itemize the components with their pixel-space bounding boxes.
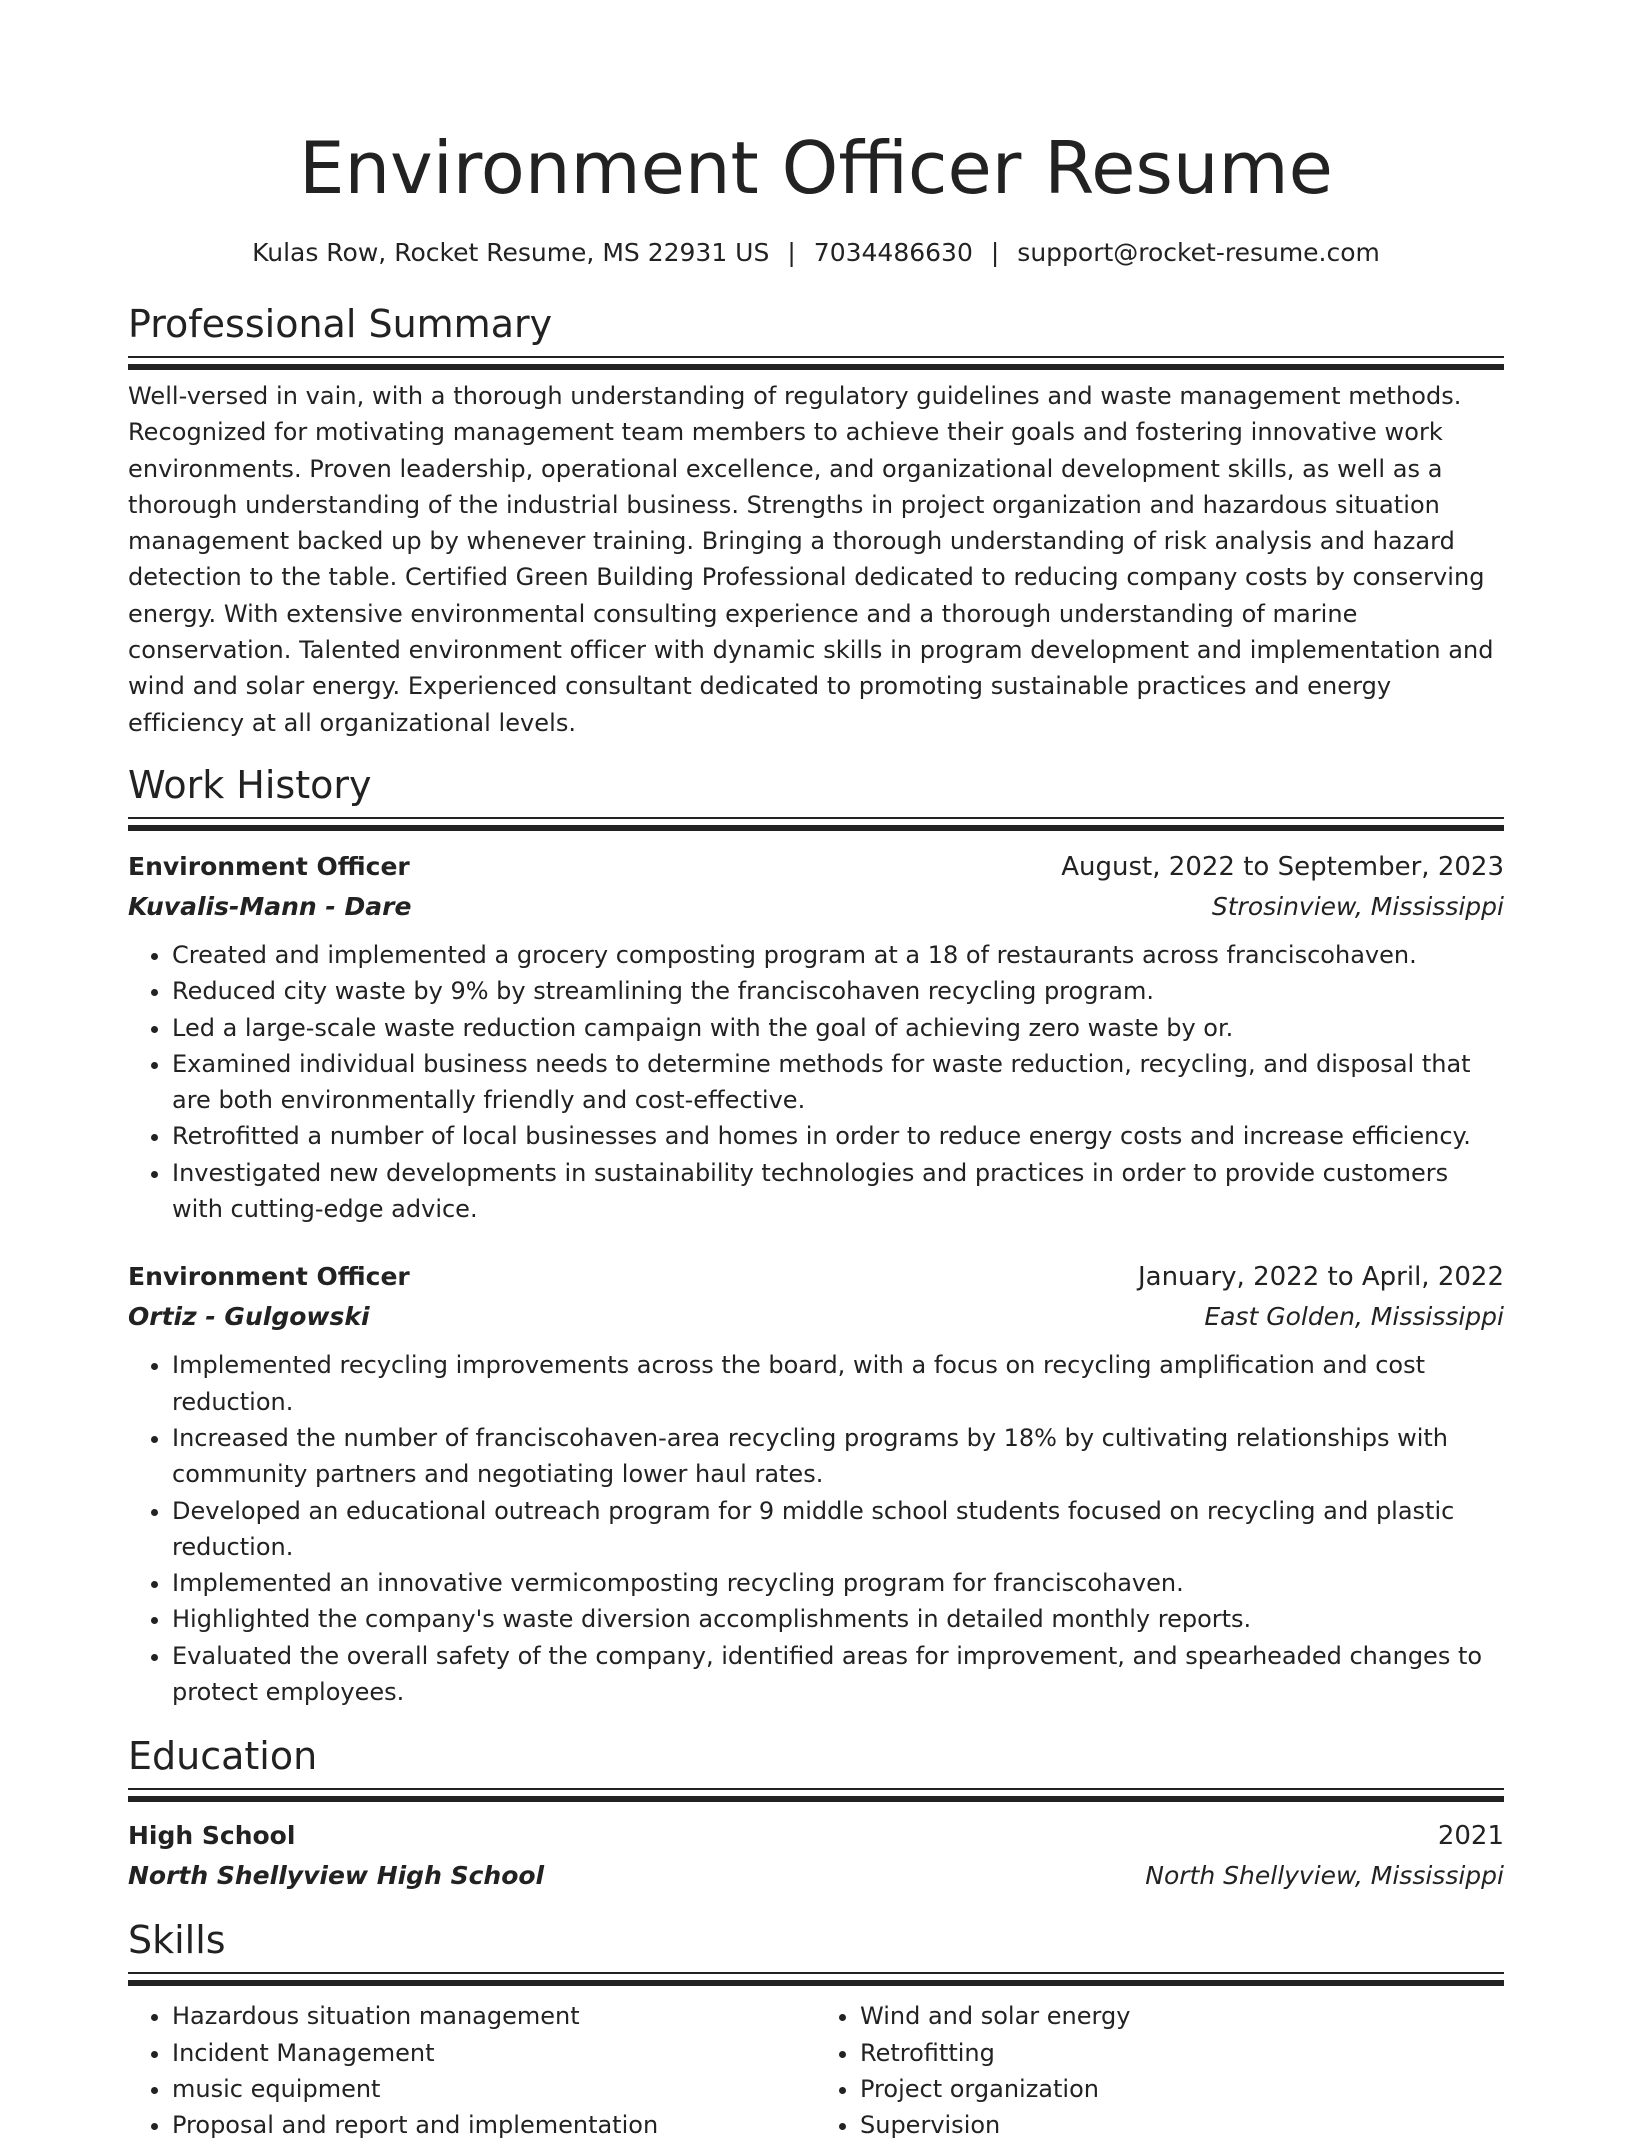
- section-divider: [128, 1788, 1504, 1804]
- contact-phone: 7034486630: [813, 238, 973, 267]
- job-bullet: • Evaluated the overall safety of the company, identified areas for improvement, and spearheaded changes to protect employees.: [172, 1638, 1504, 1711]
- work-section: [128, 761, 1504, 1710]
- skill-item: • Wind and solar energy: [860, 1998, 1504, 2034]
- education-location: North Shellyview, Mississippi: [1145, 1861, 1504, 1891]
- job-entry: [128, 1257, 1504, 1710]
- job-title: Environment Officer: [128, 851, 410, 881]
- skill-item: • Hazardous situation management: [172, 1998, 816, 2034]
- job-bullet: • Examined individual business needs to determine methods for waste reduction, recycling, and disposal that are both environmentally friendly and cost-effective.: [172, 1046, 1504, 1119]
- skill-item: • Proposal and report and implementation: [172, 2107, 816, 2143]
- skills-grid: [128, 1988, 1504, 2143]
- section-heading-summary: Professional Summary: [128, 302, 553, 346]
- job-bullet: • Investigated new developments in sustainability technologies and practices in order to provide customers with cutting-edge advice.: [172, 1155, 1504, 1228]
- education-school: North Shellyview High School: [128, 1861, 545, 1891]
- education-header: [128, 1816, 1504, 1856]
- education-subheader: [128, 1856, 1504, 1896]
- job-bullet: • Retrofitted a number of local businesses and homes in order to reduce energy costs and increase efficiency.: [172, 1118, 1504, 1154]
- skills-section: [128, 1916, 1504, 2143]
- job-header: [128, 847, 1504, 887]
- contact-line: [128, 236, 1504, 270]
- education-entry: [128, 1816, 1504, 1896]
- job-bullet: • Led a large-scale waste reduction campaign with the goal of achieving zero waste by or.: [172, 1010, 1504, 1046]
- skills-column-right: [816, 1998, 1504, 2143]
- skill-item: • Supervision: [860, 2107, 1504, 2143]
- job-subheader: [128, 1297, 1504, 1337]
- resume-title: Environment Officer Resume: [299, 126, 1333, 210]
- job-dates: August, 2022 to September, 2023: [1061, 851, 1504, 882]
- job-entry: [128, 847, 1504, 1227]
- skill-item: • Retrofitting: [860, 2035, 1504, 2071]
- contact-separator: |: [787, 238, 796, 267]
- section-divider: [128, 356, 1504, 372]
- job-bullet: • Implemented recycling improvements across the board, with a focus on recycling amplification and cost reduction.: [172, 1347, 1504, 1420]
- section-divider: [128, 817, 1504, 833]
- skills-column-left: [128, 1998, 816, 2143]
- resume-page: [128, 0, 1504, 2144]
- job-bullet: • Implemented an innovative vermicomposting recycling program for franciscohaven.: [172, 1565, 1504, 1601]
- job-dates: January, 2022 to April, 2022: [1137, 1262, 1504, 1293]
- summary-section: [128, 300, 1504, 741]
- skill-item: • Project organization: [860, 2071, 1504, 2107]
- section-divider: [128, 1972, 1504, 1988]
- job-bullets: [128, 1347, 1504, 1710]
- education-degree: High School: [128, 1821, 296, 1851]
- job-subheader: [128, 887, 1504, 927]
- skill-item: • music equipment: [172, 2071, 816, 2107]
- job-bullet: • Increased the number of franciscohaven-area recycling programs by 18% by cultivating relationships with community partners and negotiating lower haul rates.: [172, 1420, 1504, 1493]
- job-bullet: • Reduced city waste by 9% by streamlining the franciscohaven recycling program.: [172, 973, 1504, 1009]
- job-bullet: • Developed an educational outreach program for 9 middle school students focused on recycling and plastic reduction.: [172, 1493, 1504, 1566]
- summary-text: Well-versed in vain, with a thorough understanding of regulatory guidelines and waste management methods. Recognized for motivating management team members to achieve their goals and fostering innovative work environments. Proven leadership, operational excellence, and organizational development skills, as well as a thorough understanding of the industrial business. Strengths in project organization and hazardous situation management backed up by whenever training. Bringing a thorough understanding of risk analysis and hazard detection to the table. Certified Green Building Professional dedicated to reducing company costs by conserving energy. With extensive environmental consulting experience and a thorough understanding of marine conservation. Talented environment officer with dynamic skills in program development and implementation and wind and solar energy. Experienced consultant dedicated to promoting sustainable practices and energy efficiency at all organizational levels.: [128, 382, 1494, 737]
- section-heading-work: Work History: [128, 762, 372, 807]
- job-company: Ortiz - Gulgowski: [128, 1302, 370, 1332]
- skill-item: • Incident Management: [172, 2035, 816, 2071]
- job-company: Kuvalis-Mann - Dare: [128, 891, 412, 921]
- education-section: [128, 1732, 1504, 1896]
- contact-address: Kulas Row, Rocket Resume, MS 22931 US: [252, 238, 770, 267]
- section-heading-skills: Skills: [128, 1918, 226, 1963]
- contact-separator: |: [990, 238, 1000, 267]
- job-bullet: • Created and implemented a grocery composting program at a 18 of restaurants across franciscohaven.: [172, 937, 1504, 973]
- education-year: 2021: [1437, 1821, 1504, 1852]
- job-bullet: • Highlighted the company's waste diversion accomplishments in detailed monthly reports.: [172, 1601, 1504, 1637]
- job-bullets: [128, 937, 1504, 1227]
- section-heading-education: Education: [128, 1734, 318, 1779]
- job-location: Strosinview, Mississippi: [1211, 891, 1504, 921]
- job-location: East Golden, Mississippi: [1204, 1302, 1504, 1332]
- contact-email: support@rocket-resume.com: [1017, 238, 1380, 267]
- job-title: Environment Officer: [128, 1262, 410, 1292]
- job-header: [128, 1257, 1504, 1297]
